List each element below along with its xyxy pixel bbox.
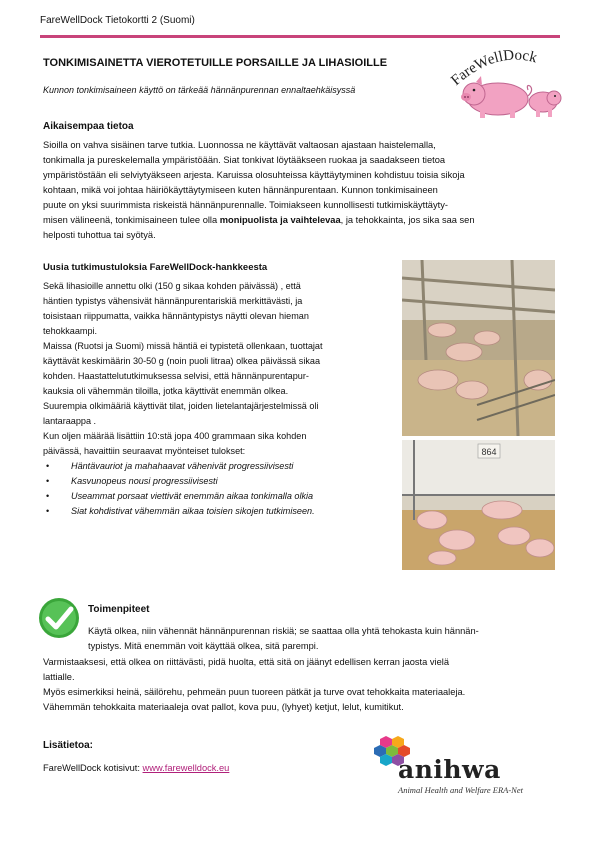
research-line: Sekä lihasioille annettu olki (150 g sikaa kohden päivässä) , että: [43, 281, 301, 291]
page-subtitle: Kunnon tonkimisaineen käyttö on tärkeää hännänpurennan ennaltaehkäisyssä: [43, 85, 356, 95]
page-title: TONKIMISAINETTA VIEROTETUILLE PORSAILLE JA LIHASIOILLE: [43, 57, 388, 69]
homepage-line: [43, 761, 229, 776]
anihwa-tagline: Animal Health and Welfare ERA-Net: [398, 785, 523, 795]
background-line: [43, 213, 563, 228]
actions-heading: Toimenpiteet: [88, 604, 150, 615]
background-line: kohtaan, mikä voi johtaa häiriökäyttäytymiseen kuten hännänpurentaan. Kunnon tonkimisaineen: [43, 185, 438, 195]
background-line: ympäristöstään eli selviytyäkseen arjesta. Karuissa olosuhteissa käyttäytyminen kohdistuu toisia sikoja: [43, 170, 465, 180]
actions-line: Varmistaaksesi, että olkea on riittävästi, pidä huolta, että sitä on jäänyt edellisen kerran jaosta vielä: [43, 657, 450, 667]
effects-list-item: • Kasvunopeus nousi progressiivisesti: [43, 474, 393, 489]
document-header: FareWellDock Tietokortti 2 (Suomi): [40, 15, 195, 26]
background-line: helposti tuhottua tai syötyä.: [43, 230, 156, 240]
effects-list-item: • Häntävauriot ja mahahaavat vähenivät progressiivisesti: [43, 459, 393, 474]
research-line: kohden. Haastattelututkimuksessa selvisi, että hännänpurentapur-: [43, 371, 309, 381]
research-line: päivässä, havaittiin seuraavat myönteiset tulokset:: [43, 446, 246, 456]
actions-line: Käytä olkea, niin vähennät hännänpurennan riskiä; se saattaa olla yhtä tehokasta kuin hännän-: [88, 626, 479, 636]
pen-photo-bottom: [402, 440, 555, 570]
effects-list: [43, 459, 393, 519]
farewelldock-logo: [448, 44, 566, 120]
research-line: häntien typistys vähensivät hännänpurentariskiä merkittävästi, ja: [43, 296, 303, 306]
anihwa-logo: [372, 733, 562, 798]
actions-line: typistys. Mitä enemmän voit käyttää olkea, sitä parempi.: [88, 641, 319, 651]
research-line: kauksia oli vähemmän tiloilla, jotka käyttivät enemmän olkea.: [43, 386, 289, 396]
pig-logo-icon: [448, 44, 566, 120]
background-paragraph: [43, 138, 563, 243]
background-heading: Aikaisempaa tietoa: [43, 121, 134, 132]
pen-number-label: 864: [481, 447, 497, 457]
research-heading: Uusia tutkimustuloksia FareWellDock-hankkeesta: [43, 262, 268, 273]
checkmark-icon: [38, 597, 80, 639]
more-info-heading: Lisätietoa:: [43, 740, 94, 751]
research-paragraph: [43, 279, 393, 519]
research-line: Kun oljen määrää lisättiin 10:stä jopa 400 grammaan sika kohden: [43, 431, 307, 441]
effects-list-item: • Siat kohdistivat vähemmän aikaa toisien sikojen tutkimiseen.: [43, 504, 393, 519]
background-line: tonkimalla ja pureskelemalla ympäristöään. Siat tonkivat löytääkseen ruokaa ja saadakseen tietoa: [43, 155, 446, 165]
research-line: lantaraappa .: [43, 416, 97, 426]
background-line: puute on yksi suurimmista riskeistä hännänpurennalle. Toimiakseen kunnollisesti tutkimiskäyttäyty-: [43, 200, 448, 210]
anihwa-name: anihwa: [398, 755, 501, 784]
background-line-start: misen välineenä, tonkimisaineen tulee olla: [43, 215, 220, 225]
background-line: Sioilla on vahva sisäinen tarve tutkia. Luonnossa ne käyttävät valtaosan ajastaan haistelemalla,: [43, 140, 436, 150]
actions-line: lattialle.: [43, 672, 75, 682]
top-divider: [40, 35, 560, 38]
background-emphasis: monipuolista ja vaihtelevaa: [219, 215, 341, 225]
research-line: Maissa (Ruotsi ja Suomi) missä häntiä ei typistetä ollenkaan, tuottajat: [43, 341, 323, 351]
actions-indented-paragraph: [88, 624, 563, 654]
background-line-end: , ja tehokkainta, jos sika saa sen: [340, 215, 475, 225]
research-line: käyttävät keskimäärin 30-50 g (noin puoli litraa) olkea päivässä sikaa: [43, 356, 320, 366]
effects-list-item: • Useammat porsaat viettivät enemmän aikaa tonkimalla olkia: [43, 489, 393, 504]
research-line: tehokkaampi.: [43, 326, 98, 336]
homepage-label: FareWellDock kotisivut:: [43, 763, 143, 773]
actions-line: Vähemmän tehokkaita materiaaleja ovat pallot, kova puu, (lyhyet) ketjut, lelut, kumitikut.: [43, 702, 404, 712]
actions-paragraph: [43, 655, 563, 715]
actions-line: Myös esimerkiksi heinä, säilörehu, pehmeän puun tuoreen pätkät ja turve ovat tehokkaita materiaaleja.: [43, 687, 466, 697]
pen-photo-top: [402, 260, 555, 436]
logo-text: FareWellDock: [448, 47, 539, 89]
research-line: Suurempia olkimääriä käyttivät tilat, joiden lietelantajärjestelmissä oli: [43, 401, 319, 411]
research-line: toisistaan riippumatta, vaikka hännäntypistys näytti olevan hieman: [43, 311, 309, 321]
homepage-link[interactable]: www.farewelldock.eu: [142, 763, 230, 773]
